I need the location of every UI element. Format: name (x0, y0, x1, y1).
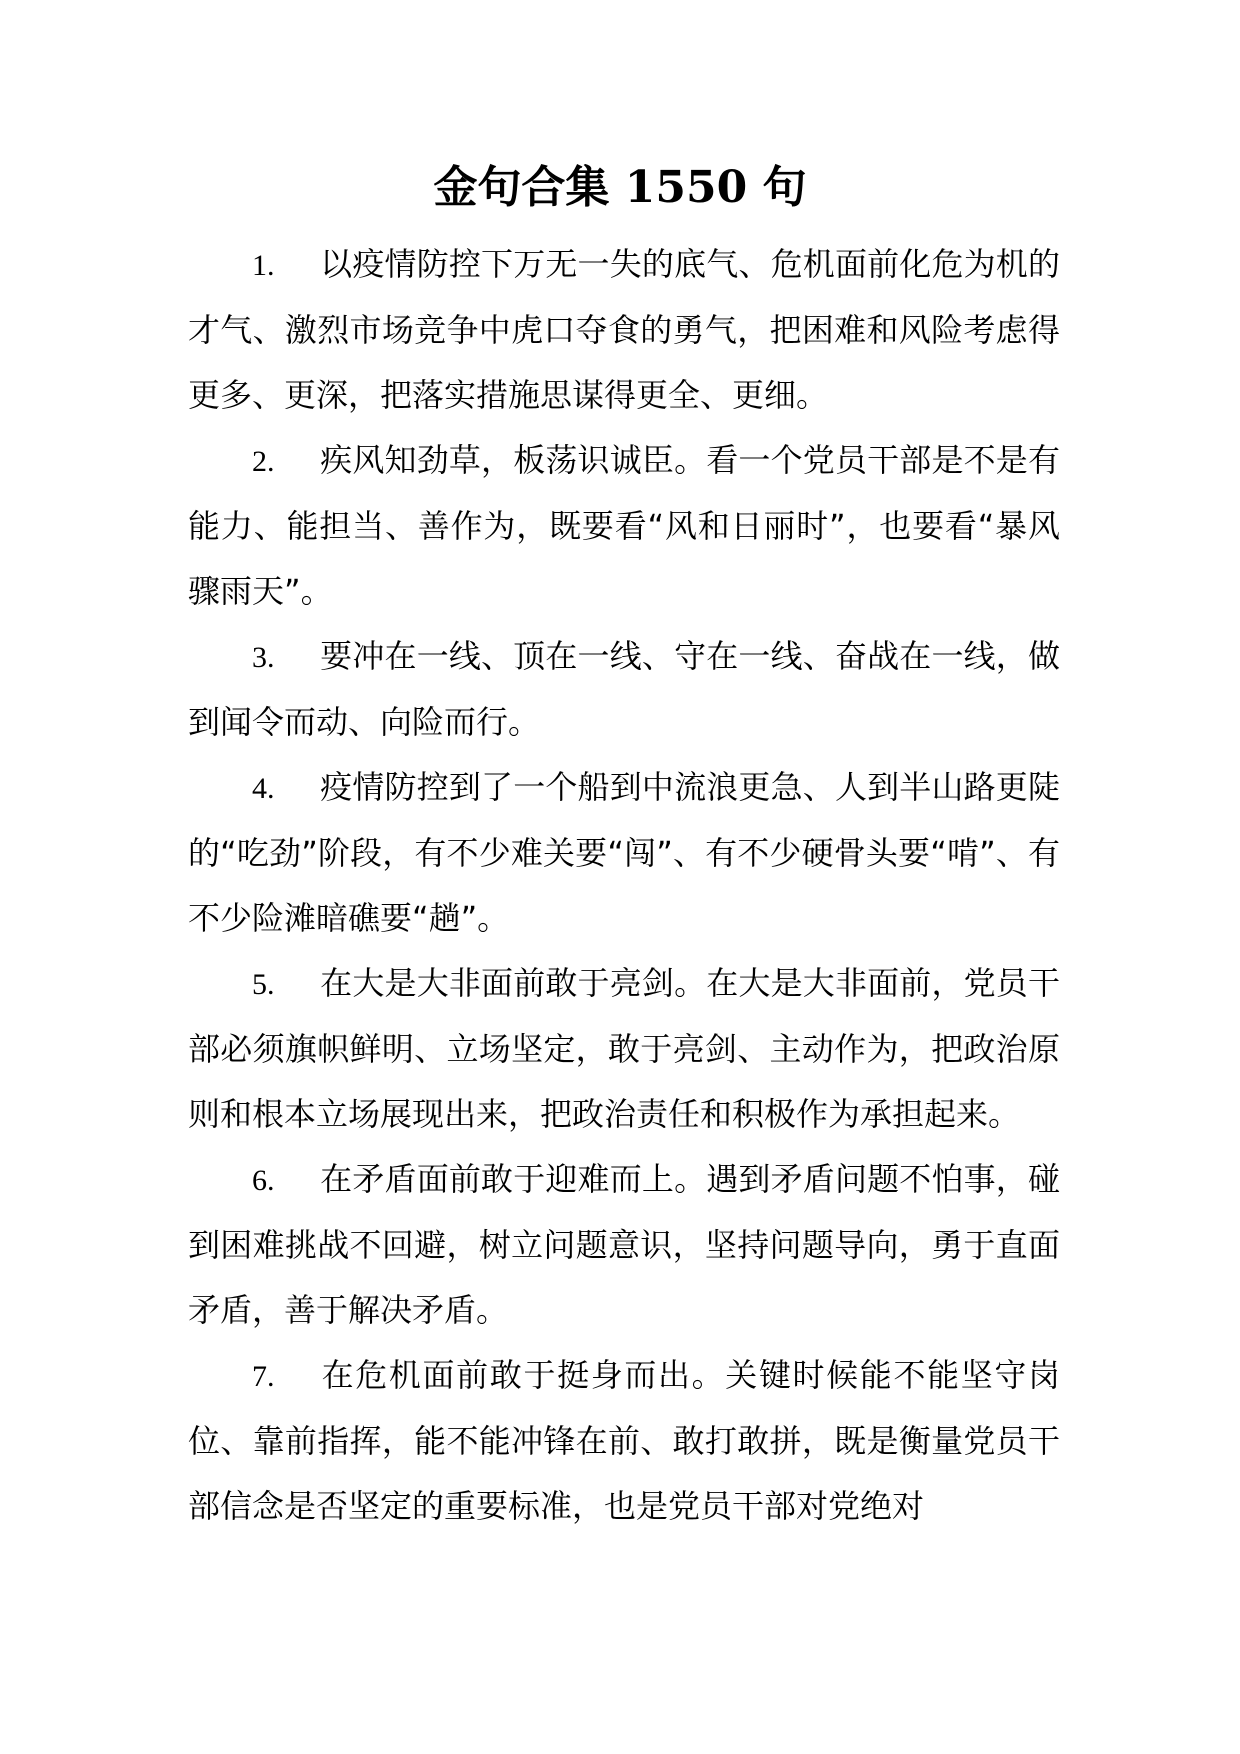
item-number: 4. (252, 772, 275, 805)
item-number: 6. (252, 1164, 275, 1197)
list-item (188, 428, 1060, 624)
item-number: 2. (252, 445, 275, 478)
document-body (188, 232, 1060, 1539)
item-number: 1. (252, 249, 275, 282)
item-text: 要冲在一线、顶在一线、守在一线、奋战在一线，做到闻令而动、向险而行。 (188, 637, 1060, 741)
item-text: 在危机面前敢于挺身而出。关键时候能不能坚守岗位、靠前指挥，能不能冲锋在前、敢打敢拼，既是衡量党员干部信念是否坚定的重要标准，也是党员干部对党绝对 (188, 1356, 1060, 1525)
item-number: 5. (252, 968, 275, 1001)
list-item (188, 1147, 1060, 1343)
list-item (188, 624, 1060, 755)
item-number: 7. (252, 1360, 275, 1393)
list-item (188, 951, 1060, 1147)
item-text: 在矛盾面前敢于迎难而上。遇到矛盾问题不怕事，碰到困难挑战不回避，树立问题意识，坚持问题导向，勇于直面矛盾，善于解决矛盾。 (188, 1160, 1060, 1329)
item-text: 疫情防控到了一个船到中流浪更急、人到半山路更陡的“吃劲”阶段，有不少难关要“闯”、有不少硬骨头要“啃”、有不少险滩暗礁要“趟”。 (188, 768, 1060, 937)
document-title: 金句合集 1550 句 (433, 162, 807, 213)
item-text: 疾风知劲草，板荡识诚臣。看一个党员干部是不是有能力、能担当、善作为，既要看“风和日丽时”，也要看“暴风骤雨天”。 (188, 441, 1060, 610)
item-number: 3. (252, 641, 275, 674)
list-item (188, 755, 1060, 951)
item-text: 以疫情防控下万无一失的底气、危机面前化危为机的才气、激烈市场竞争中虎口夺食的勇气，把困难和风险考虑得更多、更深，把落实措施思谋得更全、更细。 (188, 245, 1060, 414)
list-item (188, 1343, 1060, 1539)
list-item (188, 232, 1060, 428)
item-text: 在大是大非面前敢于亮剑。在大是大非面前，党员干部必须旗帜鲜明、立场坚定，敢于亮剑、主动作为，把政治原则和根本立场展现出来，把政治责任和积极作为承担起来。 (188, 964, 1060, 1133)
